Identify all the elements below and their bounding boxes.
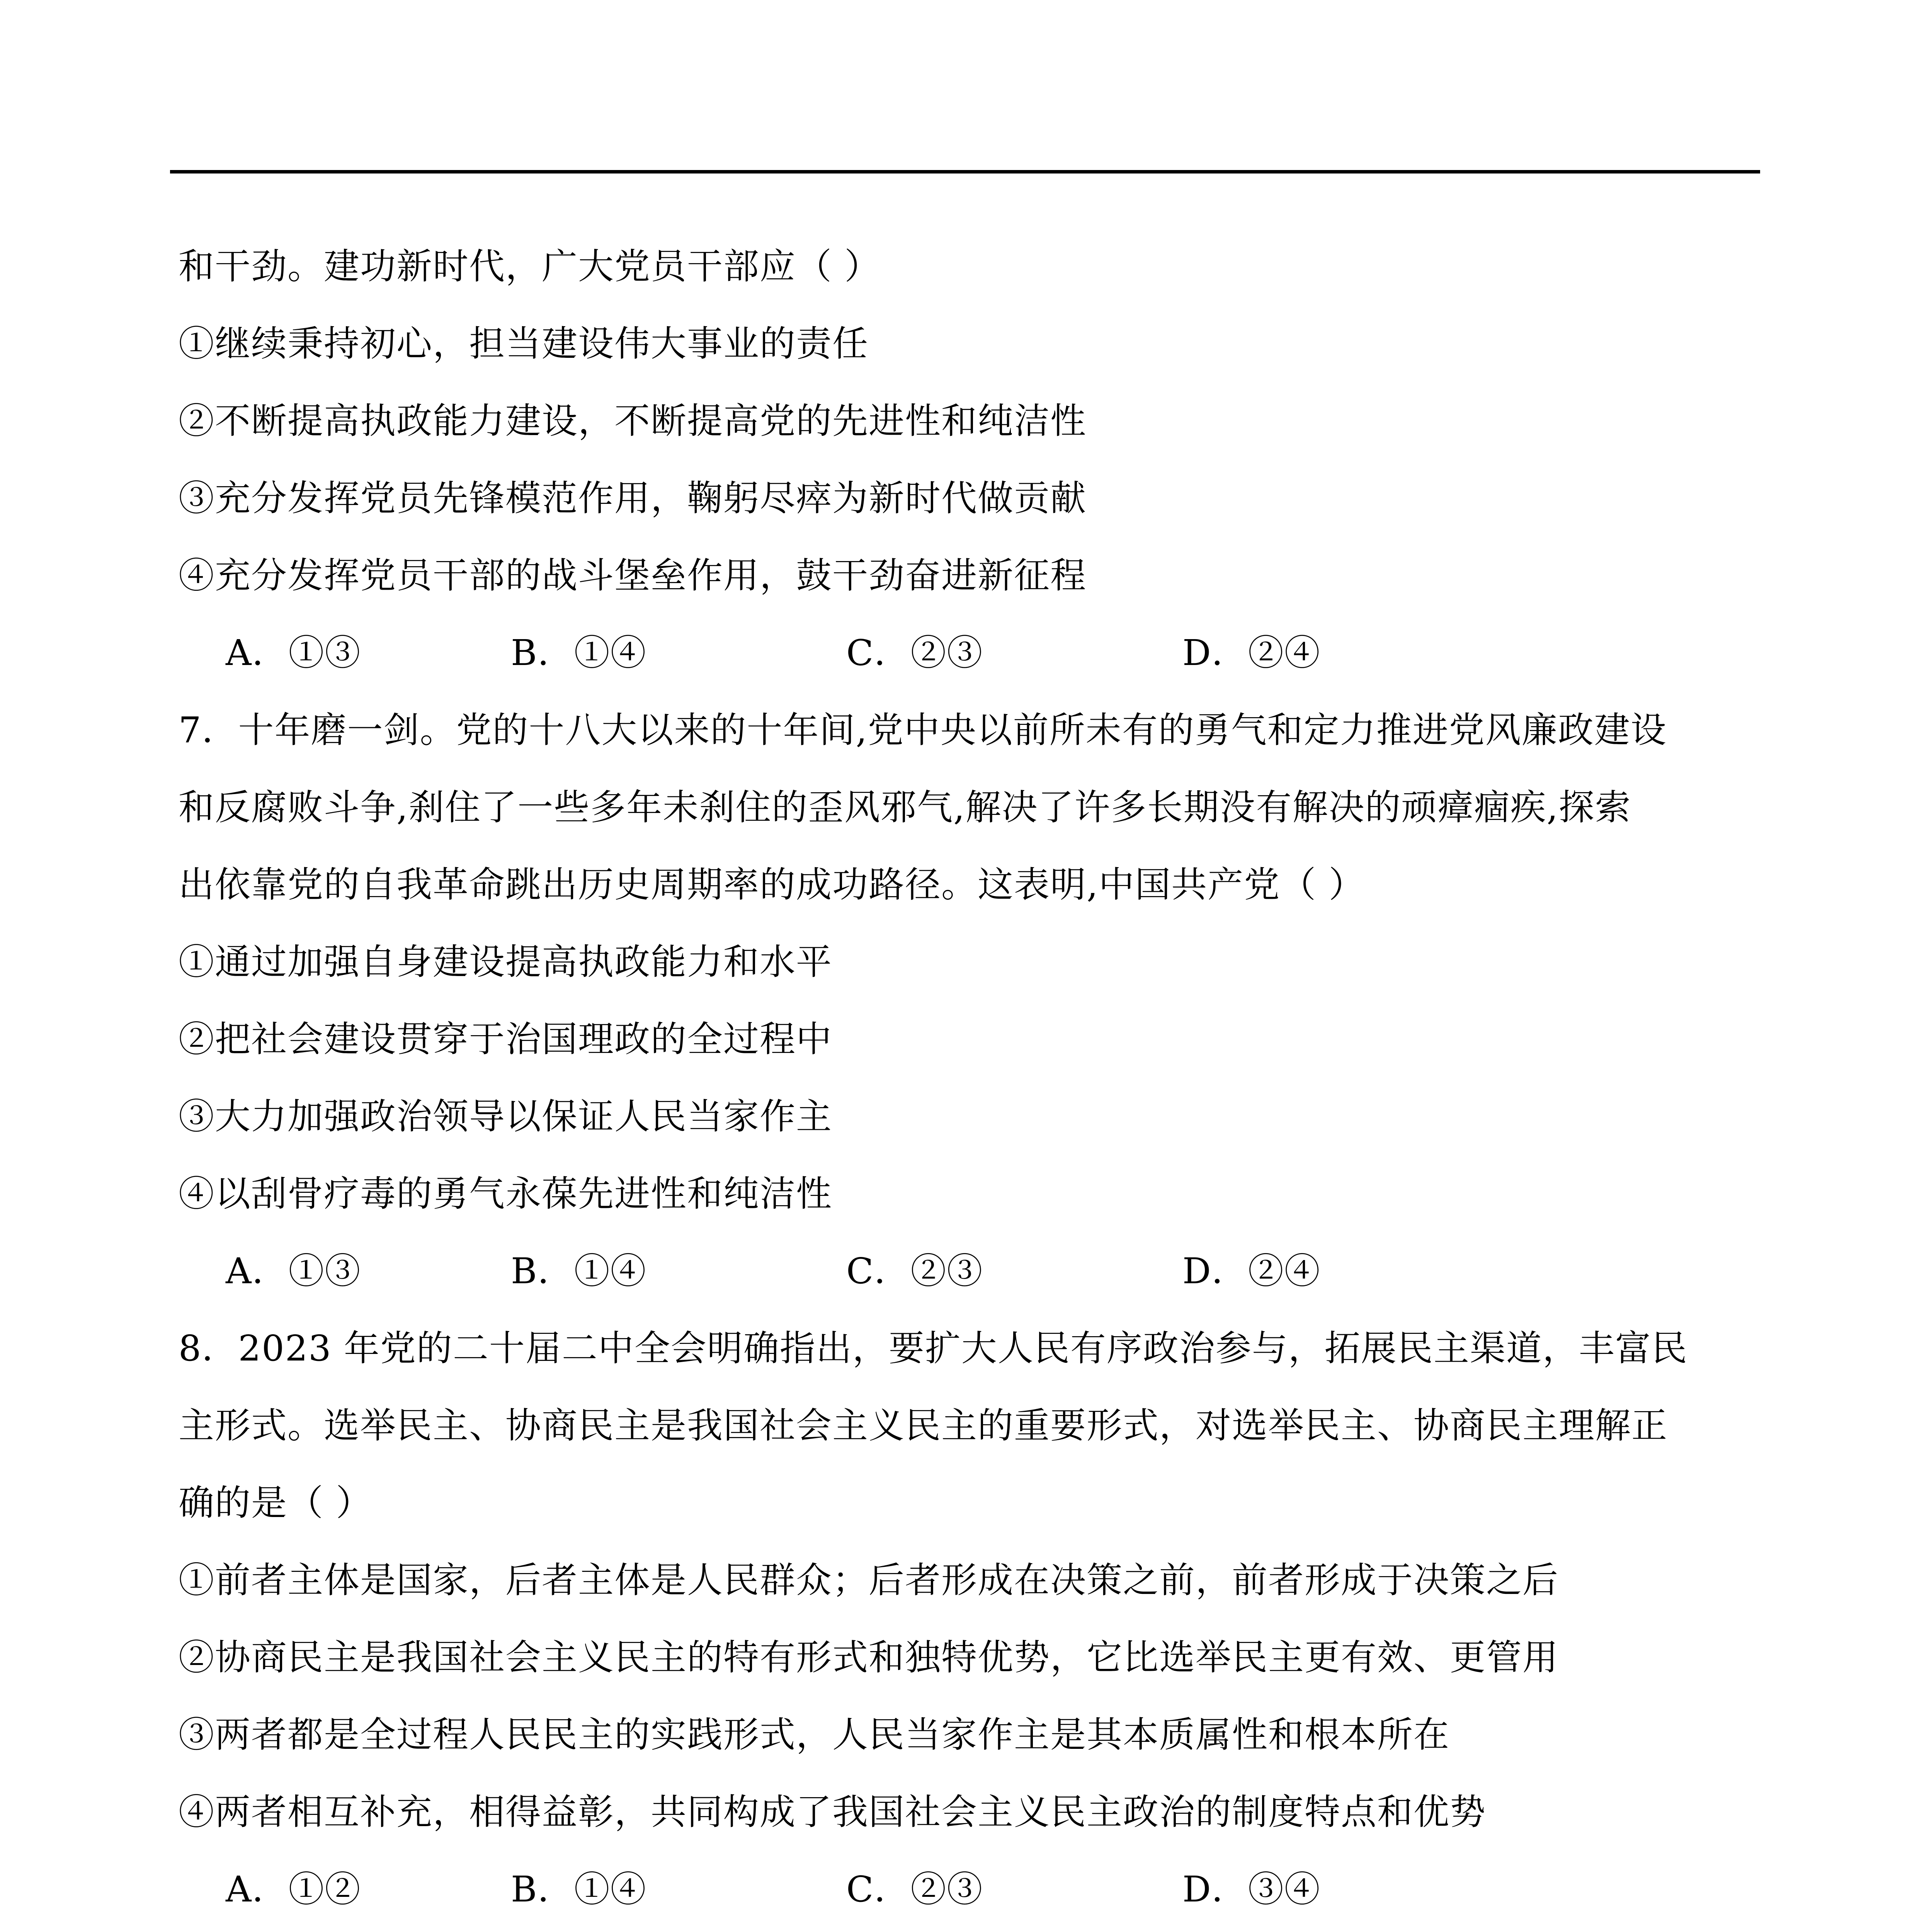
q8-option-a: A．①② <box>226 1869 361 1910</box>
q7-stem-line-3: 出依靠党的自我革命跳出历史周期率的成功路径。这表明,中国共产党（ ） <box>179 864 1365 905</box>
q6-statement-1: ①继续秉持初心，担当建设伟大事业的责任 <box>179 323 869 364</box>
q8-stem-line-3: 确的是（ ） <box>179 1482 373 1524</box>
q6-options <box>179 614 1763 692</box>
q8-option-b: B．①④ <box>511 1869 647 1910</box>
q8-statement-1: ①前者主体是国家，后者主体是人民群众；后者形成在决策之前，前者形成于决策之后 <box>179 1560 1559 1601</box>
q8-option-d: D．③④ <box>1182 1869 1321 1910</box>
q7-option-c: C．②③ <box>846 1250 983 1292</box>
q6-option-b: B．①④ <box>511 632 647 673</box>
header-rule <box>170 170 1760 173</box>
q8-statement-4: ④两者相互补充，相得益彰，共同构成了我国社会主义民主政治的制度特点和优势 <box>179 1791 1487 1833</box>
q7-statement-1: ①通过加强自身建设提高执政能力和水平 <box>179 941 833 983</box>
q8-option-c: C．②③ <box>846 1869 983 1910</box>
q8-stem-line-1: 8．2023 年党的二十届二中全会明确指出，要扩大人民有序政治参与，拓展民主渠道，丰富民 <box>179 1328 1688 1369</box>
page-content <box>179 228 1763 1932</box>
q7-option-b: B．①④ <box>511 1250 647 1292</box>
q6-statement-2: ②不断提高执政能力建设，不断提高党的先进性和纯洁性 <box>179 400 1087 442</box>
q7-stem-line-1: 7．十年磨一剑。党的十八大以来的十年间,党中央以前所未有的勇气和定力推进党风廉政建设 <box>179 709 1667 751</box>
q7-stem-line-2: 和反腐败斗争,刹住了一些多年未刹住的歪风邪气,解决了许多长期没有解决的顽瘴痼疾,探索 <box>179 787 1631 828</box>
q6-statement-3: ③充分发挥党员先锋模范作用，鞠躬尽瘁为新时代做贡献 <box>179 478 1087 519</box>
q6-option-c: C．②③ <box>846 632 983 673</box>
q6-stem-end: 和干劲。建功新时代，广大党员干部应（ ） <box>179 246 881 287</box>
q8-stem-line-2: 主形式。选举民主、协商民主是我国社会主义民主的重要形式，对选举民主、协商民主理解正 <box>179 1405 1668 1446</box>
q7-statement-3: ③大力加强政治领导以保证人民当家作主 <box>179 1096 833 1137</box>
q7-statement-2: ②把社会建设贯穿于治国理政的全过程中 <box>179 1019 833 1060</box>
q7-option-d: D．②④ <box>1182 1250 1321 1292</box>
q6-option-a: A．①③ <box>226 632 361 673</box>
q9-stem-line-1 <box>179 1928 1763 1932</box>
q6-option-d: D．②④ <box>1182 632 1321 673</box>
q7-options <box>179 1233 1763 1310</box>
q8-statement-2: ②协商民主是我国社会主义民主的特有形式和独特优势，它比选举民主更有效、更管用 <box>179 1637 1559 1678</box>
q8-options <box>179 1851 1763 1928</box>
q6-statement-4: ④充分发挥党员干部的战斗堡垒作用，鼓干劲奋进新征程 <box>179 555 1087 596</box>
q7-option-a: A．①③ <box>226 1250 361 1292</box>
q7-statement-4: ④以刮骨疗毒的勇气永葆先进性和纯洁性 <box>179 1173 833 1214</box>
q8-statement-3: ③两者都是全过程人民民主的实践形式，人民当家作主是其本质属性和根本所在 <box>179 1714 1450 1755</box>
